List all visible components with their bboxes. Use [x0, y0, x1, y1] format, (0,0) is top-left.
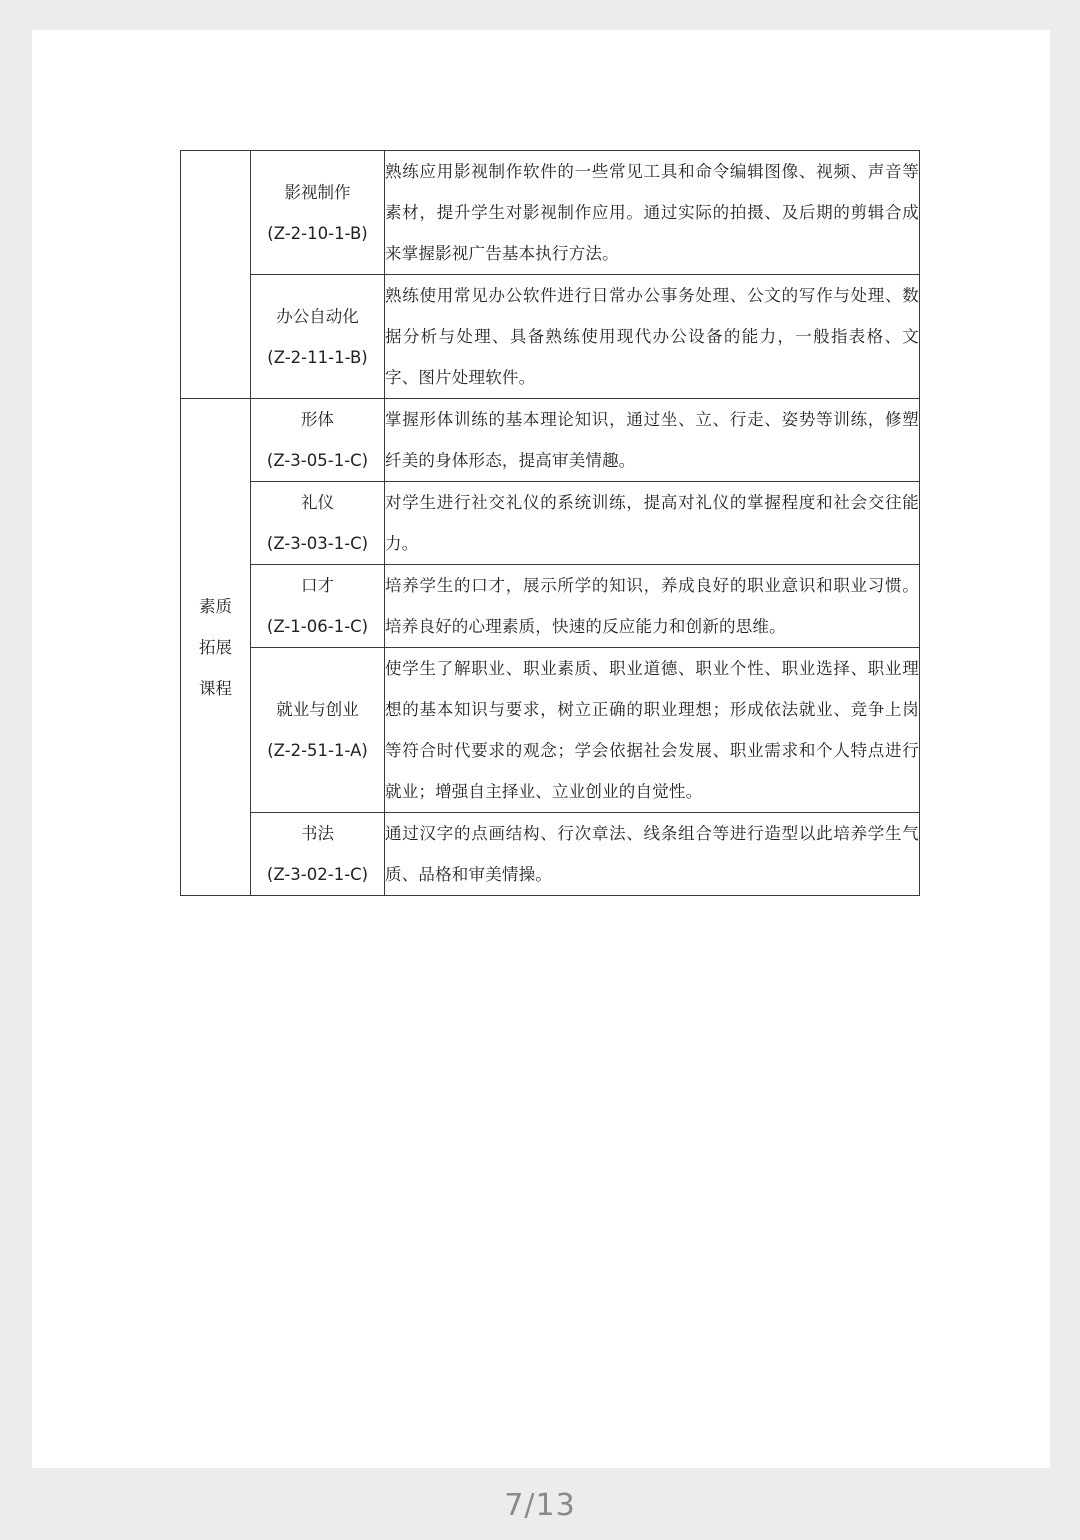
page-indicator: 7/13	[504, 1488, 576, 1523]
category-label-line: 课程	[199, 678, 232, 698]
course-description: 熟练应用影视制作软件的一些常见工具和命令编辑图像、视频、声音等素材，提升学生对影视制作应用。通过实际的拍摄、及后期的剪辑合成来掌握影视广告基本执行方法。	[385, 151, 920, 275]
table-row	[181, 648, 920, 813]
course-cell	[251, 482, 385, 565]
course-cell	[251, 399, 385, 482]
course-name: 办公自动化	[276, 306, 359, 326]
course-cell	[251, 275, 385, 399]
course-description: 使学生了解职业、职业素质、职业道德、职业个性、职业选择、职业理想的基本知识与要求，树立正确的职业理想；形成依法就业、竞争上岗等符合时代要求的观念；学会依据社会发展、职业需求和个人特点进行就业；增强自主择业、立业创业的自觉性。	[385, 648, 920, 813]
course-code: (Z-2-51-1-A)	[267, 741, 368, 760]
table-row	[181, 482, 920, 565]
table-row	[181, 565, 920, 648]
course-description: 掌握形体训练的基本理论知识，通过坐、立、行走、姿势等训练，修塑纤美的身体形态，提高审美情趣。	[385, 399, 920, 482]
table-row	[181, 275, 920, 399]
table-row	[181, 813, 920, 896]
course-description: 通过汉字的点画结构、行次章法、线条组合等进行造型以此培养学生气质、品格和审美情操。	[385, 813, 920, 896]
course-code: (Z-3-05-1-C)	[266, 451, 369, 470]
course-name: 口才	[301, 576, 334, 595]
course-cell	[251, 648, 385, 813]
course-code: (Z-2-11-1-B)	[267, 347, 368, 367]
category-cell	[181, 399, 251, 896]
course-description: 熟练使用常见办公软件进行日常办公事务处理、公文的写作与处理、数据分析与处理、具备熟练使用现代办公设备的能力，一般指表格、文字、图片处理软件。	[385, 275, 920, 399]
table-row	[181, 399, 920, 482]
category-label-line: 素质	[199, 596, 232, 616]
table-row	[181, 151, 920, 275]
course-code: (Z-1-06-1-C)	[266, 617, 369, 636]
document-page	[32, 30, 1050, 1468]
course-cell	[251, 151, 385, 275]
course-name: 就业与创业	[276, 700, 359, 719]
course-name: 影视制作	[284, 182, 351, 202]
course-name: 礼仪	[301, 493, 334, 512]
course-description: 对学生进行社交礼仪的系统训练，提高对礼仪的掌握程度和社会交往能力。	[385, 482, 920, 565]
course-name: 形体	[301, 410, 334, 429]
course-description: 培养学生的口才，展示所学的知识，养成良好的职业意识和职业习惯。培养良好的心理素质，快速的反应能力和创新的思维。	[385, 565, 920, 648]
course-name: 书法	[301, 824, 334, 843]
course-code: (Z-3-02-1-C)	[266, 865, 369, 884]
category-label-line: 拓展	[199, 637, 232, 657]
category-cell	[181, 151, 251, 399]
course-cell	[251, 813, 385, 896]
course-cell	[251, 565, 385, 648]
course-table	[180, 150, 920, 896]
course-code: (Z-2-10-1-B)	[267, 223, 368, 243]
course-code: (Z-3-03-1-C)	[266, 534, 369, 553]
